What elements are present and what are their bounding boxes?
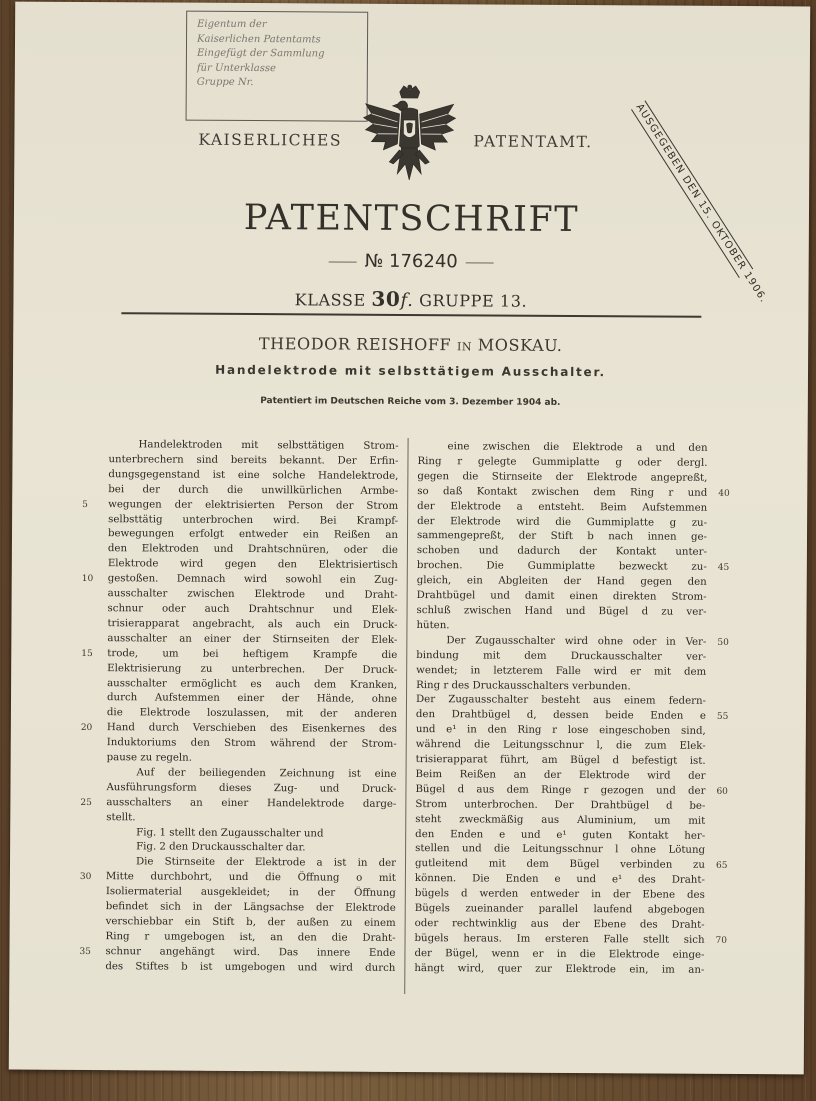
text-line: Isoliermaterial ausgekleidet; in der Öffnung <box>105 886 396 900</box>
text-line: Der Zugausschalter besteht aus einem federn- <box>415 694 707 708</box>
issue-date-band: AUSGEGEBEN DEN 15. OKTOBER 1906. <box>631 100 753 278</box>
text-line: Elektrisierung zu unterbrechen. Der Druck- <box>107 662 398 676</box>
inventor-line <box>13 333 808 357</box>
text-line: Fig. 2 den Druckausschalter dar. <box>136 841 306 854</box>
inventor-in: IN <box>456 340 473 354</box>
line-number: 55 <box>716 712 729 723</box>
inventor-city: MOSKAU. <box>477 335 563 355</box>
stamp-line: Eigentum der <box>197 18 267 31</box>
text-line: Induktoriums den Strom während der Strom- <box>106 737 397 751</box>
stamp-line: Gruppe Nr. <box>196 76 254 89</box>
text-line: der Elektrode wird die Gummiplatte g zu- <box>417 515 708 529</box>
text-line: Handelektroden mit selbsttätigen Strom- <box>138 439 399 452</box>
klasse-label: KLASSE <box>294 290 366 310</box>
dash-left <box>329 261 357 262</box>
text-line: wendet; in letzterem Falle wird er mit dem <box>416 664 707 678</box>
classification-line <box>13 285 808 314</box>
text-line: Bügels zueinander parallel laufend abgebogen <box>414 903 705 916</box>
text-line: Der Zugausschalter wird ohne oder in Ver- <box>446 635 707 648</box>
text-line: Bügel d aus dem Ringe r gezogen und der <box>415 783 706 797</box>
patent-sheet <box>9 2 811 1075</box>
line-number: 50 <box>717 637 729 648</box>
text-line: schnur angehängt wird. Das innere Ende <box>105 945 396 959</box>
line-number: 30 <box>79 872 92 883</box>
text-line: schluß zwischen Hand und Bügel d zu ver- <box>416 605 707 618</box>
stamp-line: Eingefügt der Sammlung <box>196 47 325 60</box>
line-number: 20 <box>80 723 93 734</box>
line-number: 25 <box>80 797 92 808</box>
text-line: hüten. <box>416 619 450 632</box>
text-line: den Elektroden und Drahtschnüren, oder die <box>107 543 398 557</box>
text-line: Ring r gelegte Gummiplatte g oder dergl. <box>417 455 708 469</box>
text-line: gegen die Stirnseite der Elektrode angepreßt, <box>417 470 708 484</box>
text-line: durch Aufstemmen einer der Hände, ohne <box>106 692 398 706</box>
dash-right <box>466 262 494 263</box>
text-line: ausschalters an einer Handelektrode darge- <box>106 796 397 810</box>
patent-number-row <box>14 249 809 275</box>
text-line: schnur oder auch Drahtschnur und Elek- <box>107 603 398 616</box>
text-line: Mitte durchbohrt, und die Öffnung o mit <box>105 871 396 885</box>
text-line: bei der durch die unwillkürlichen Armbe- <box>108 483 399 497</box>
left-text-column <box>105 438 398 976</box>
text-line: Ring r des Druckausschalters verbunden. <box>416 679 631 692</box>
text-line: bügels d werden entweder in der Ebene des <box>414 888 705 901</box>
text-line: und e¹ in den Ring r lose eingeschoben sind, <box>415 724 706 738</box>
imperial-eagle-icon <box>359 84 460 195</box>
text-line: stellen und die Leitungsschnur l ohne Lötung <box>415 843 706 857</box>
document-title: PATENTSCHRIFT <box>243 197 580 241</box>
line-number: 15 <box>81 648 93 659</box>
line-number: 60 <box>716 786 728 797</box>
text-line: schoben und dadurch der Kontakt unter- <box>416 545 707 559</box>
text-line: bindung mit dem Druckausschalter ver- <box>416 649 707 663</box>
text-line: wegungen der elektrisierten Person der Strom <box>108 498 399 512</box>
text-line: brochen. Die Gummiplatte bezweckt zu- <box>416 560 707 574</box>
line-number: 5 <box>82 499 88 510</box>
invention-title: Handelektrode mit selbsttätigem Ausschalter. <box>215 362 606 380</box>
text-line: den Enden e und e¹ guten Kontakt her- <box>415 828 706 842</box>
text-line: der Bügel, wenn er in die Elektrode einge- <box>414 947 705 961</box>
text-line: des Stiftes b ist umgebogen und wird durch <box>105 960 396 974</box>
office-name-left: KAISERLICHES <box>198 130 343 150</box>
text-line: steht zweckmäßig aus Aluminium, um mit <box>415 813 706 827</box>
text-line: gutleitend mit dem Bügel verbinden zu <box>414 858 706 872</box>
text-line: ausschalter ermöglicht es auch dem Kranken, <box>107 677 398 691</box>
line-number: 35 <box>79 946 91 957</box>
text-line: trode, um bei heftigem Krampfe die <box>107 647 398 661</box>
text-line: die Elektrode loszulassen, mit der anderen <box>106 707 397 721</box>
text-line: unterbrechern sind bereits bekannt. Der Erfin- <box>108 454 399 467</box>
text-line: bügels heraus. Im ersteren Falle stellt sich <box>414 932 705 946</box>
klasse-value: 30 <box>371 286 401 311</box>
text-line: ausschalter an einer der Stirnseiten der Elek- <box>107 632 398 646</box>
inventor-name: THEODOR REISHOFF <box>258 334 452 355</box>
text-line: verschiebbar ein Stift b, der außen zu einem <box>105 916 396 929</box>
text-line: Strom unterbrochen. Der Drahtbügel d be- <box>415 798 706 812</box>
text-line: Drahtbügel und damit einen direkten Strom- <box>416 590 707 603</box>
text-line: befindet sich in der Längsachse der Elektrode <box>105 901 396 915</box>
gruppe-label: GRUPPE 13. <box>419 291 528 311</box>
patent-number: № 176240 <box>364 250 458 273</box>
text-line: stellt. <box>106 811 136 823</box>
text-line: gleich, ein Abgleiten der Hand gegen den <box>416 575 707 588</box>
column-divider <box>404 438 408 994</box>
text-line: Ausführungsform dieses Zug- und Druck- <box>106 781 397 795</box>
text-line: so daß Kontakt zwischen dem Ring r und <box>417 485 708 499</box>
text-line: Fig. 1 stellt den Zugausschalter und <box>136 826 324 840</box>
text-line: sammengepreßt, der Stift b nach innen ge- <box>416 530 708 544</box>
stamp-line: Kaiserlichen Patentamts <box>197 33 321 45</box>
text-line: eine zwischen die Elektrode a und den <box>447 441 708 454</box>
text-line: der Elektrode a entsteht. Beim Aufstemmen <box>417 500 708 514</box>
office-name-right: PATENTAMT. <box>473 132 593 152</box>
text-line: Die Stirnseite der Elektrode a ist in der <box>135 856 397 870</box>
text-line: Hand durch Verschieben des Eisenkernes des <box>106 722 397 736</box>
text-line: oder rechtwinklig aus der Ebene des Draht- <box>414 918 705 931</box>
text-line: dungsgegenstand ist eine solche Handelektrode, <box>108 468 399 482</box>
line-number: 40 <box>718 488 730 499</box>
line-number: 10 <box>81 574 94 585</box>
text-line: Elektrode wird gegen den Elektrisiertisch <box>107 558 398 572</box>
patented-date-line: Patentiert im Deutschen Reiche vom 3. Dezember 1904 ab. <box>260 396 561 408</box>
text-line: gestoßen. Demnach wird sowohl ein Zug- <box>107 573 398 587</box>
text-line: können. Die Enden e und e¹ des Draht- <box>414 873 705 887</box>
text-line: hängt wird, quer zur Elektrode ein, im an- <box>414 962 705 976</box>
header-rule <box>121 312 701 318</box>
klasse-suffix: f. <box>400 289 414 312</box>
text-line: während die Leitungsschnur l, die zum Elek- <box>415 739 706 752</box>
line-number: 45 <box>717 563 730 574</box>
library-stamp <box>186 11 369 122</box>
text-line: trisierapparat führt, am Bügel d befestigt ist. <box>415 754 706 767</box>
text-line: den Drahtbügel d, dessen beide Enden e <box>415 709 706 723</box>
text-line: selbsttätig unterbrochen wird. Bei Krampf- <box>108 513 399 527</box>
text-line: Beim Reißen an der Elektrode wird der <box>415 768 706 782</box>
line-number: 65 <box>715 861 728 872</box>
line-number: 70 <box>715 935 728 946</box>
text-line: Auf der beiliegenden Zeichnung ist eine <box>136 767 397 780</box>
text-line: pause zu regeln. <box>106 752 193 764</box>
right-text-column <box>414 440 707 978</box>
text-line: Ring r umgebogen ist, an den die Draht- <box>105 931 396 944</box>
text-line: trisierapparat angebracht, als auch ein Druck- <box>107 618 398 631</box>
text-line: ausschalter zwischen Elektrode und Draht- <box>107 588 398 601</box>
text-line: bewegungen erfolgt entweder ein Reißen an <box>107 528 399 542</box>
stamp-line: für Unterklasse <box>196 62 276 74</box>
